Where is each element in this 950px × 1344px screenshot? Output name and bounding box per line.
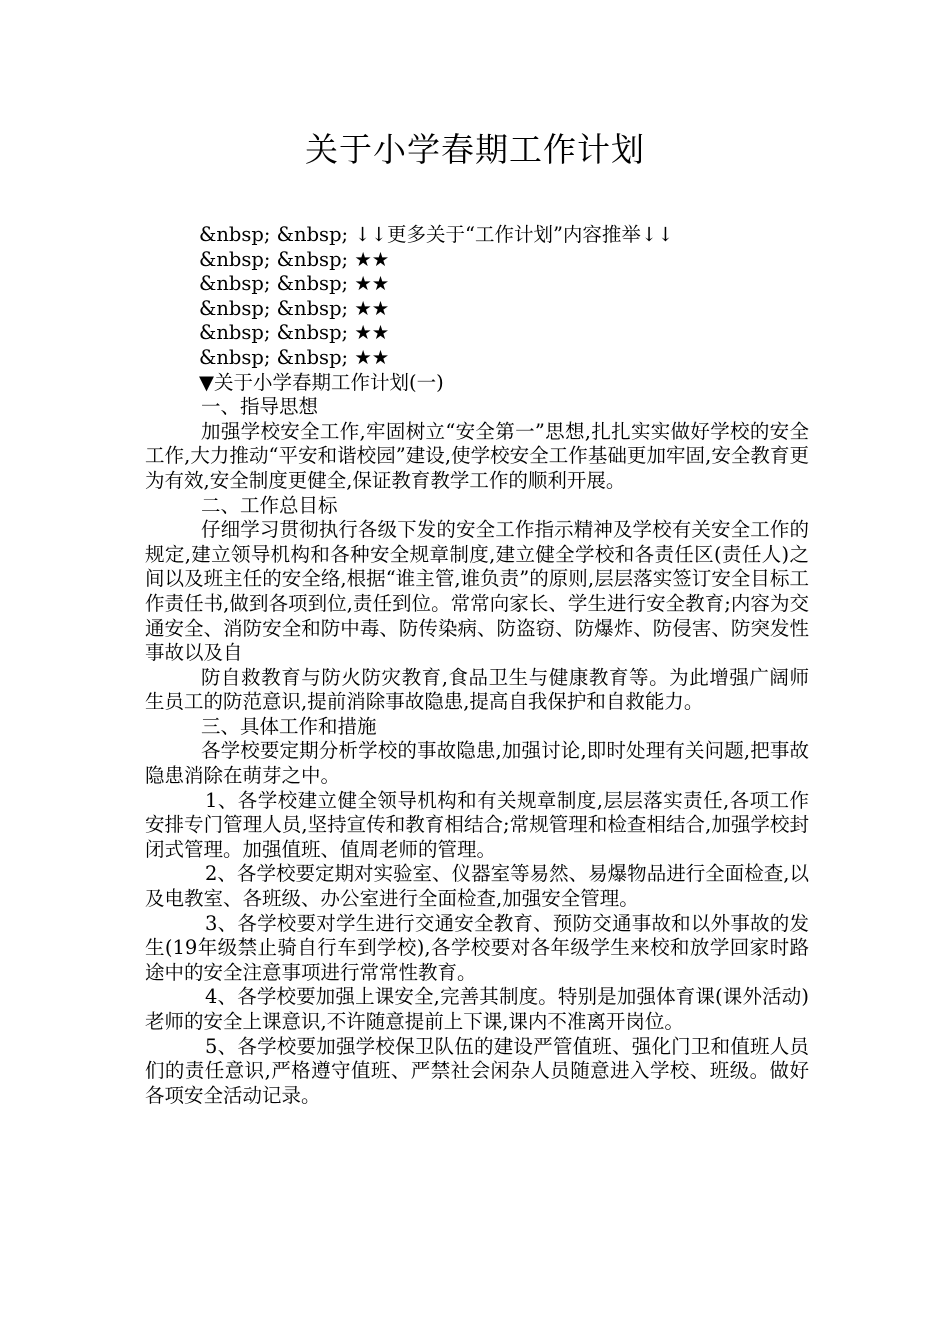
paragraph: 仔细学习贯彻执行各级下发的安全工作指示精神及学校有关安全工作的规定,建立领导机构和各种安全规章制度,建立健全学校和各责任区(责任人)之间以及班主任的安全络,根据“谁主管,谁负责”的原则,层层落实签订安全目标工作责任书,做到各项到位,责任到位。常常向家长、学生进行安全教育;内容为交通安全、消防安全和防中毒、防传染病、防盗窃、防爆炸、防侵害、防突发性事故以及自	[145, 518, 809, 665]
paragraph: 加强学校安全工作,牢固树立“安全第一”思想,扎扎实实做好学校的安全工作,大力推动“平安和谐校园”建设,使学校安全工作基础更加牢固,安全教育更为有效,安全制度更健全,保证教育教学工作的顺利开展。	[145, 419, 809, 492]
document-body	[145, 223, 809, 1108]
star-line: &nbsp; &nbsp; ★★	[199, 247, 390, 271]
section-heading: 三、具体工作和措施	[201, 714, 377, 738]
numbered-item: 5、各学校要加强学校保卫队伍的建设严管值班、强化门卫和值班人员们的责任意识,严格遵守值班、严禁社会闲杂人员随意进入学校、班级。做好各项安全活动记录。	[145, 1034, 809, 1107]
star-line: &nbsp; &nbsp; ★★	[199, 345, 390, 369]
document-title: 关于小学春期工作计划	[305, 130, 645, 169]
recommend-header: &nbsp; &nbsp; ↓↓更多关于“工作计划”内容推举↓↓	[199, 223, 674, 246]
numbered-item: 3、各学校要对学生进行交通安全教育、预防交通事故和以外事故的发生(19年级禁止骑自行车到学校),各学校要对各年级学生来校和放学回家时路途中的安全注意事项进行常常性教育。	[145, 911, 809, 984]
star-line: &nbsp; &nbsp; ★★	[199, 272, 390, 296]
star-line: &nbsp; &nbsp; ★★	[199, 321, 390, 345]
star-line: &nbsp; &nbsp; ★★	[199, 296, 390, 320]
section-heading: 一、指导思想	[201, 395, 319, 419]
paragraph: 各学校要定期分析学校的事故隐患,加强讨论,即时处理有关问题,把事故隐患消除在萌芽之中。	[145, 739, 809, 788]
section-marker: ▼关于小学春期工作计划(一)	[199, 370, 444, 394]
numbered-item: 4、各学校要加强上课安全,完善其制度。特别是加强体育课(课外活动)老师的安全上课意识,不许随意提前上下课,课内不准离开岗位。	[145, 985, 809, 1033]
numbered-item: 2、各学校要定期对实验室、仪器室等易然、易爆物品进行全面检查,以及电教室、各班级、办公室进行全面检查,加强安全管理。	[145, 862, 809, 911]
section-heading: 二、工作总目标	[201, 493, 338, 517]
numbered-item: 1、各学校建立健全领导机构和有关规章制度,层层落实责任,各项工作安排专门管理人员,坚持宣传和教育相结合;常规管理和检查相结合,加强学校封闭式管理。加强值班、值周老师的管理。	[145, 788, 809, 861]
paragraph: 防自救教育与防火防灾教育,食品卫生与健康教育等。为此增强广阔师生员工的防范意识,提前消除事故隐患,提高自我保护和自救能力。	[145, 665, 809, 714]
